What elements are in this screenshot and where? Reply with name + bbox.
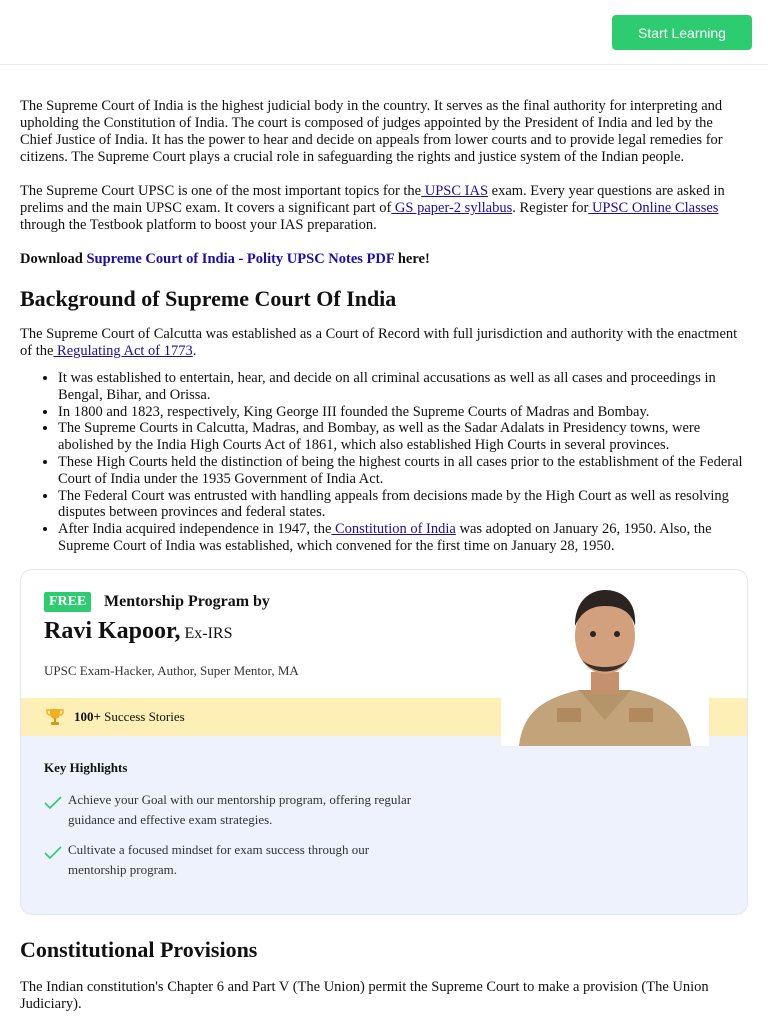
constitution-of-india-link[interactable]: Constitution of India (331, 521, 456, 538)
list-item: • The Supreme Courts in Calcutta, Madras, and Bombay, as well as the Sadar Adalats in Presidency towns, were abolished by the India High Courts Act of 1861, which also established High Courts in several provinces. (58, 420, 748, 454)
highlight-item: Cultivate a focused mindset for exam success through our mentorship program. (44, 840, 414, 880)
mentor-subtitle: UPSC Exam-Hacker, Author, Super Mentor, MA (44, 662, 299, 678)
regulating-act-link[interactable]: Regulating Act of 1773 (53, 343, 193, 359)
mentor-credential: Ex-IRS (180, 624, 233, 642)
list-item: • In 1800 and 1823, respectively, King George III founded the Supreme Courts of Madras and Bombay. (58, 404, 748, 421)
mentor-photo (501, 580, 709, 746)
upsc-ias-link[interactable]: UPSC IAS (421, 183, 489, 199)
download-notes-link[interactable]: Supreme Court of India - Polity UPSC Notes PDF (86, 251, 395, 267)
constitutional-heading: Constitutional Provisions (20, 936, 258, 962)
list-item: • The Federal Court was entrusted with handling appeals from decisions made by the High Court as well as resolving disputes between provinces and federal states. (58, 488, 748, 522)
article-content (0, 98, 768, 1013)
trophy-icon (45, 707, 65, 727)
upsc-online-classes-link[interactable]: UPSC Online Classes (588, 200, 719, 216)
check-icon (44, 846, 62, 860)
list-item: • These High Courts held the distinction of being the highest courts in all cases prior to the establishment of the Federal Court of India under the 1935 Government of India Act. (58, 454, 748, 488)
highlight-item: Achieve your Goal with our mentorship program, offering regular guidance and effective exam strategies. (44, 790, 414, 830)
mentor-name: Ravi Kapoor, Ex-IRS (44, 617, 233, 644)
key-highlights-title: Key Highlights (44, 759, 128, 775)
constitutional-paragraph: The Indian constitution's Chapter 6 and Part V (The Union) permit the Supreme Court to make a provision (The Union Judiciary). (20, 978, 709, 1012)
upsc-paragraph: The Supreme Court UPSC is one of the most important topics for the UPSC IAS exam. Every year questions are asked in prelims and the main UPSC exam. It covers a significant part of GS paper-2 syllabus. Register for UPSC Online Classes through the Testbook platform to boost your IAS preparation. (20, 183, 725, 233)
mentorship-card (20, 569, 748, 915)
free-badge: FREE (44, 592, 91, 612)
key-highlights-section (21, 736, 747, 914)
gs-paper-2-link[interactable]: GS paper-2 syllabus (391, 200, 513, 216)
mentorship-title: Mentorship Program by (104, 592, 270, 610)
background-heading: Background of Supreme Court Of India (20, 286, 397, 311)
start-learning-button[interactable]: Start Learning (612, 15, 752, 50)
download-line: Download Supreme Court of India - Polity UPSC Notes PDF here! (20, 251, 430, 267)
background-list (20, 370, 748, 555)
success-stories-text: 100+ Success Stories (74, 708, 185, 724)
intro-paragraph: The Supreme Court of India is the highest judicial body in the country. It serves as the final authority for interpreting and upholding the Constitution of India. The court is composed of judges appointed by the President of India and led by the Chief Justice of India. It has the power to hear and decide on appeals from lower courts and to provide legal remedies for citizens. The Supreme Court plays a crucial role in safeguarding the rights and justice system of the Indian people. (20, 98, 723, 165)
list-item: • After India acquired independence in 1947, the Constitution of India was adopted on January 26, 1950. Also, the Supreme Court of India was established, which convened for the first time on January 28, 1950. (58, 521, 748, 555)
list-item: • It was established to entertain, hear, and decide on all criminal accusations as well as all cases and proceedings in Bengal, Bihar, and Orissa. (58, 370, 748, 404)
top-bar (0, 0, 768, 65)
check-icon (44, 796, 62, 810)
background-paragraph: The Supreme Court of Calcutta was established as a Court of Record with full jurisdiction and authority with the enactment of the Regulating Act of 1773. (20, 326, 738, 359)
